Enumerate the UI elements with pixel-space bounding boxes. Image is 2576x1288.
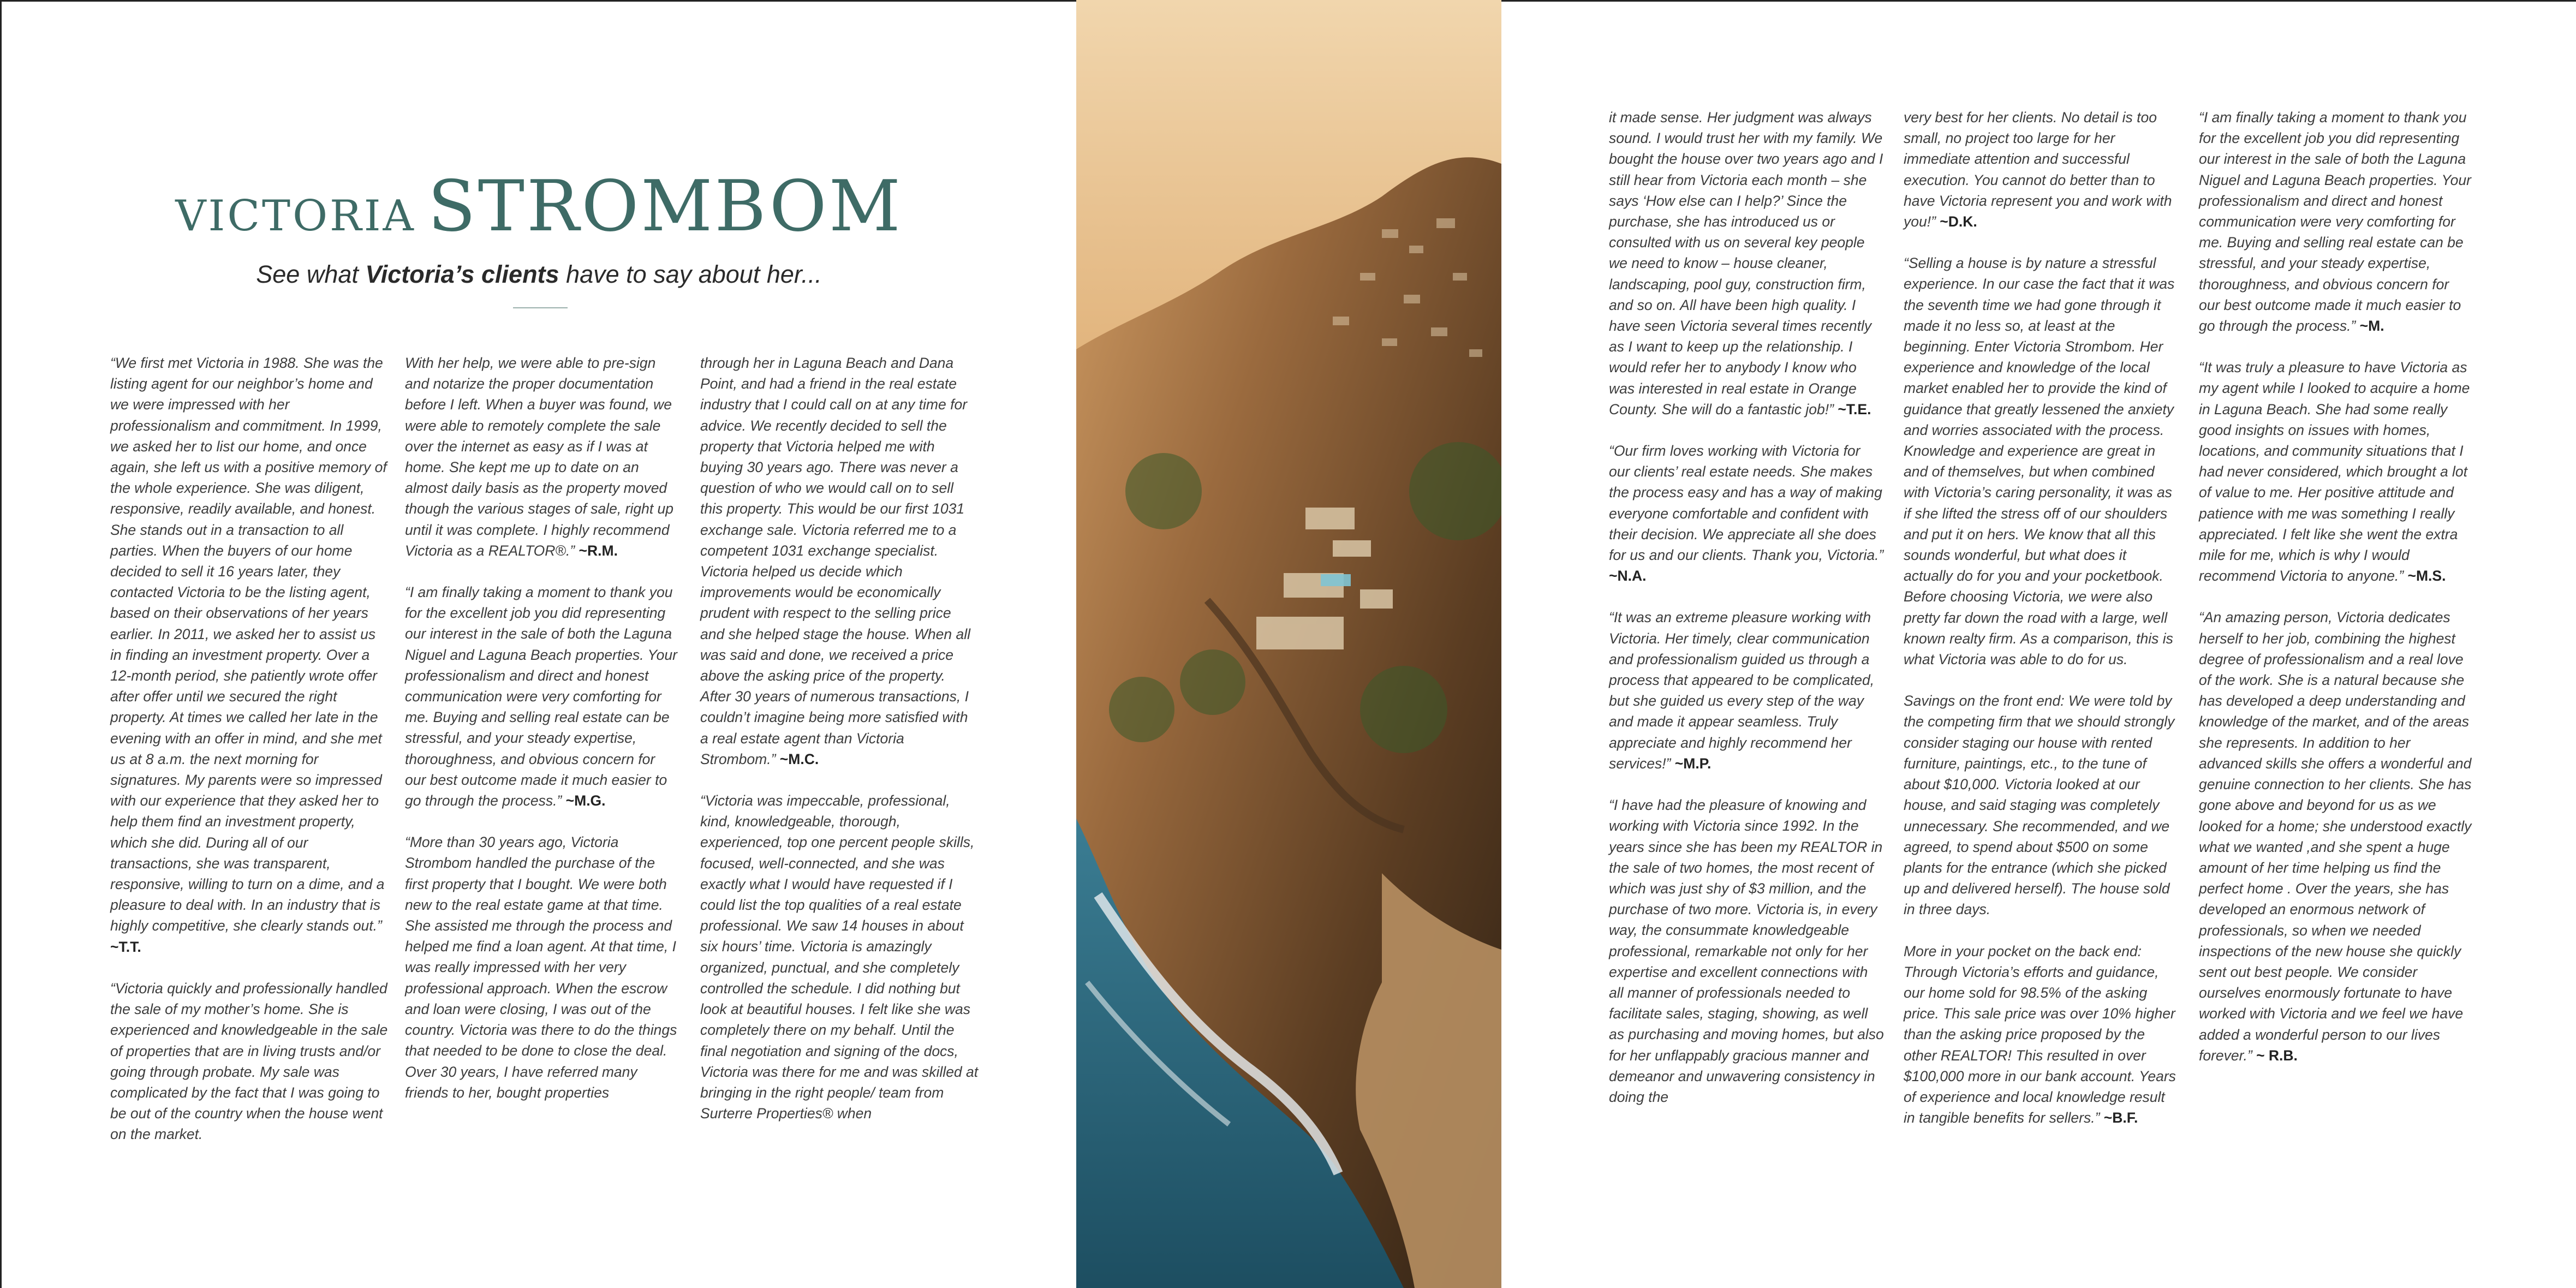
testimonial-text: it made sense. Her judgment was always sound. I would trust her with my family. We bought the house over two years ago and I still hear from Victoria each month – she says ‘How else can I help?’ Since the purchase, she has introduced us or consulted with us on several key people we need to know – house cleaner, landscaping, pool guy, construction firm, and so on. All have been high quality. I have seen Victoria several times recently as I want to keep up the relationship. I would refer her to anybody I know who was interested in real estate in Orange County. She will do a fantastic job!” [1609,109,1883,418]
testimonial-signature: ~ R.B. [2256,1047,2298,1064]
title-first-name: VICTORIA [175,192,416,241]
testimonial-column [110,353,389,1166]
testimonial [1609,440,1885,586]
title-divider [513,307,568,308]
coastline-photo [1076,0,1501,1288]
testimonial-signature: ~B.F. [2103,1110,2138,1126]
testimonial-text: “More than 30 years ago, Victoria Strombom handled the purchase of the first property that I bought. We were both new to the real estate game at that time. She assisted me through the process and helped me find a loan agent. At that time, I was really impressed with her very professional approach. When the escrow and loan were closing, I was out of the country. Victoria was there to do the things that needed to be done to close the deal. Over 30 years, I have referred many friends to her, bought properties [405,834,677,1101]
testimonial [1904,690,2179,920]
testimonial [1609,795,1885,1107]
testimonial-text: More in your pocket on the back end: Through Victoria’s efforts and guidance, our home sold for 98.5% of the asking price. This sale price was over 10% higher than the asking price proposed by the other REALTOR! This resulted in over $100,000 more in our bank account. Years of experience and local knowledge result in tangible benefits for sellers.” [1904,943,2176,1126]
testimonial-text: “We first met Victoria in 1988. She was the listing agent for our neighbor’s home and we were impressed with her professionalism and commitment. In 1999, we asked her to list our home, and once again, she left us with a positive memory of the whole experience. She was diligent, responsive, readily available, and honest. She stands out in a transaction to all parties. When the buyers of our home decided to sell it 16 years later, they contacted Victoria to be the listing agent, based on their observations of her years earlier. In 2011, we asked her to assist us in finding an investment property. Over a 12-month period, she patiently wrote offer after offer until we secured the right property. At times we called her late in the evening with an offer in mind, and she met us at 8 a.m. the next morning for signatures. My parents were so impressed with our experience that they asked her to help them find an investment property, which she did. During all of our transactions, she was transparent, responsive, willing to turn on a dime, and a pleasure to deal with. In an industry that is highly competitive, she clearly stands out.” [110,355,387,934]
testimonial-signature: ~D.K. [1940,213,1977,230]
subtitle-bold: Victoria’s clients [365,260,559,288]
testimonial-signature: ~N.A. [1609,568,1647,585]
testimonial-text: “I am finally taking a moment to thank you for the excellent job you did representing our interest in the sale of both the Laguna Niguel and Laguna Beach properties. Your professionalism and direct and honest communication were very comforting for me. Buying and selling real estate can be stressful, and your steady expertise, thoroughness, and obvious concern for our best outcome made it much easier to go through the process.” [2199,109,2471,335]
testimonial-text: very best for her clients. No detail is too small, no project too large for her immediate attention and successful execution. You cannot do better than to have Victoria represent you and work with you!” [1904,109,2172,230]
testimonial [700,353,979,770]
page-subtitle [0,260,1078,289]
testimonial-text: “I am finally taking a moment to thank you for the excellent job you did representing our interest in the sale of both the Laguna Niguel and Laguna Beach properties. Your professionalism and direct and honest communication were very comforting for me. Buying and selling real estate can be stressful, and your steady expertise, thoroughness, and obvious concern for our best outcome made it much easier to go through the process.” [405,584,677,809]
testimonial [2199,107,2472,336]
testimonial-column [2199,107,2472,1087]
testimonial [1904,253,2179,670]
testimonial-signature: ~M.P. [1674,755,1712,772]
testimonial [700,790,979,1124]
testimonial-column [700,353,979,1144]
testimonial-signature: ~M.G. [565,792,606,809]
testimonial [405,353,678,561]
testimonial-text: Savings on the front end: We were told by the competing firm that we should strongly consider staging our house with rented furniture, paintings, etc., to the tune of about $10,000. Victoria looked at our house, and said staging was completely unnecessary. She recommended, and we agreed, to spend about $500 on some plants for the entrance (which she picked up and delivered herself). The house sold in three days. [1904,693,2175,918]
testimonial-text: “Our firm loves working with Victoria for our clients’ real estate needs. She makes the process easy and has a way of making everyone comfortable and confident with their decision. We appreciate all she does for us and our clients. Thank you, Victoria.” [1609,443,1884,564]
testimonial [1609,107,1885,420]
testimonial [2199,607,2472,1065]
testimonial [110,353,389,957]
page-header [0,166,1078,289]
testimonial-column [1904,107,2179,1149]
testimonial-text: through her in Laguna Beach and Dana Point, and had a friend in the real estate industry that I could call on at any time for advice. We recently decided to sell the property that Victoria helped me with buying 30 years ago. There was never a question of who we would call on to sell this property. This would be our first 1031 exchange sale. Victoria referred me to a competent 1031 exchange specialist. Victoria helped us decide which improvements would be economically prudent with respect to the selling price and she helped stage the house. When all was said and done, we received a price above the asking price of the property. After 30 years of numerous transactions, I couldn’t imagine being more satisfied with a real estate agent than Victoria Strombom.” [700,355,971,767]
testimonial [405,582,678,811]
testimonial-signature: ~T.E. [1838,401,1871,418]
testimonial-signature: ~M.C. [779,750,819,767]
testimonial [1904,107,2179,232]
title-last-name: STROMBOM [427,166,903,247]
page-title [0,166,1078,247]
testimonial-column [405,353,678,1124]
testimonial-text: “An amazing person, Victoria dedicates herself to her job, combining the highest degree of professionalism and a real love of the work. She is a natural because she has developed a deep understanding and knowledge of the market, and of the areas she represents. In addition to her advanced skills she offers a wonderful and genuine connection to her clients. She has gone above and beyond for us as we looked for a home; she understood exactly what we wanted ,and she spent a huge amount of her time helping us find the perfect home . Over the years, she has developed an enormous network of professionals, so when we needed inspections of the new house she quickly sent out best people. We consider ourselves enormously fortunate to have worked with Victoria and we feel we have added a wonderful person to our lives forever.” [2199,609,2472,1064]
testimonial [110,978,389,1145]
testimonial [1609,607,1885,774]
testimonial-text: “Selling a house is by nature a stressful experience. In our case the fact that it was the seventh time we had gone through it made it no less so, at least at the beginning. Enter Victoria Strombom. Her experience and knowledge of the local market enabled her to provide the kind of guidance that greatly lessened the anxiety and worries associated with the process. Knowledge and experience are great in and of themselves, but when combined with Victoria’s caring personality, it was as if she lifted the stress off of our shoulders and put it on hers. We know that all this sounds wonderful, but what does it actually do for you and your pocketbook. Before choosing Victoria, we were also pretty far down the road with a large, well known realty firm. As a comparison, this is what Victoria was able to do for us. [1904,255,2175,668]
testimonial [2199,357,2472,586]
testimonial [405,832,678,1103]
testimonial-text: “It was truly a pleasure to have Victoria as my agent while I looked to acquire a home in Laguna Beach. She had some really good insights on issues with homes, locations, and community situations that I had never considered, which brought a lot of value to me. Her positive attitude and patience with me was something I really appreciated. I felt like she went the extra mile for me, which is why I would recommend Victoria to anyone.” [2199,359,2470,585]
testimonial-text: With her help, we were able to pre-sign and notarize the proper documentation before I left. When a buyer was found, we were able to remotely complete the sale over the internet as easy as if I was at home. She kept me up to date on an almost daily basis as the property moved though the various stages of sale, right up until it was complete. I highly recommend Victoria as a REALTOR®.” [405,355,674,559]
testimonial-signature: ~R.M. [579,542,618,559]
testimonial-signature: ~T.T. [110,938,141,955]
subtitle-after: have to say about her... [559,260,822,288]
testimonial-text: “I have had the pleasure of knowing and working with Victoria since 1992. In the years since she has been my REALTOR in the sale of two homes, the most recent of which was just shy of $3 million, and the purchase of two more. Victoria is, in every way, the consummate knowledgeable professional, remarkable not only for her expertise and excellent connections with all manner of professionals needed to facilitate sales, staging, showing, as well as purchasing and moving homes, but also for her unflappably gracious manner and demeanor and unwavering consistency in doing the [1609,797,1884,1105]
subtitle-before: See what [256,260,366,288]
testimonial-signature: ~M. [2359,318,2384,335]
testimonial-signature: ~M.S. [2407,568,2446,585]
testimonial-text: “Victoria quickly and professionally handled the sale of my mother’s home. She is experienced and knowledgeable in the sale of properties that are in living trusts and/or going through probate. My sale was complicated by the fact that I was going to be out of the country when the house went on the market. [110,980,388,1143]
pool [1321,574,1351,586]
testimonial-column [1609,107,1885,1128]
testimonial-text: “It was an extreme pleasure working with Victoria. Her timely, clear communication and professionalism guided us through a process that appeared to be complicated, but she guided us every step of the way and made it appear seamless. Truly appreciate and highly recommend her services!” [1609,609,1875,772]
testimonial [1904,941,2179,1129]
testimonial-text: “Victoria was impeccable, professional, kind, knowledgeable, thorough, experienced, top one percent people skills, focused, well-connected, and she was exactly what I would have requested if I could list the top qualities of a real estate professional. We saw 14 houses in about six hours’ time. Victoria is amazingly organized, punctual, and she completely controlled the schedule. I did nothing but look at beautiful houses. I felt like she was completely there on my behalf. Until the final negotiation and signing of the docs, Victoria was there for me and was skilled at bringing in the right people/ team from Surterre Properties® when [700,792,979,1122]
